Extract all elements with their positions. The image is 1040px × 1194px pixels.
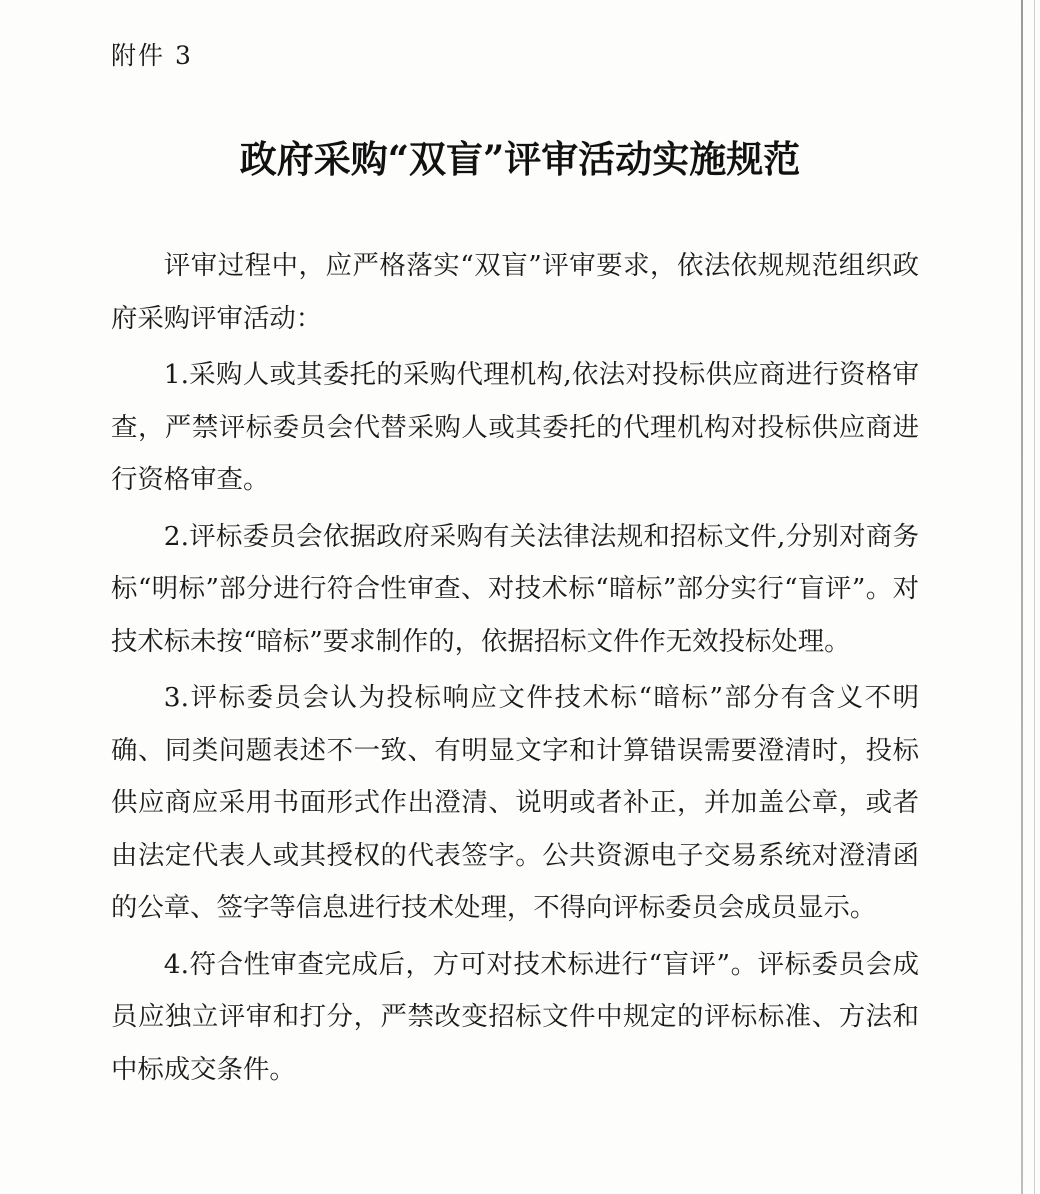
intro-paragraph: 评审过程中，应严格落实“双盲”评审要求，依法依规规范组织政府采购评审活动： [111, 250, 919, 334]
scan-edge-line [1021, 0, 1023, 1194]
document-title: 政府采购“双盲”评审活动实施规范 [239, 137, 801, 181]
scan-edge-line-outer [1034, 0, 1035, 1194]
document-body [111, 240, 919, 1096]
clause-4-paragraph: 4.符合性审查完成后，方可对技术标进行“盲评”。评标委员会成员应独立评审和打分，严禁改变招标文件中规定的评标标准、方法和中标成交条件。 [111, 948, 919, 1085]
clause-3-paragraph: 3.评标委员会认为投标响应文件技术标“暗标”部分有含义不明确、同类问题表述不一致、有明显文字和计算错误需要澄清时，投标供应商应采用书面形式作出澄清、说明或者补正，并加盖公章，或者由法定代表人或其授权的代表签字。公共资源电子交易系统对澄清函的公章、签字等信息进行技术处理，不得向评标委员会成员显示。 [111, 682, 919, 923]
attachment-label: 附件 3 [111, 41, 193, 70]
clause-1-paragraph: 1.采购人或其委托的采购代理机构,依法对投标供应商进行资格审查，严禁评标委员会代替采购人或其委托的代理机构对投标供应商进行资格审查。 [111, 359, 919, 495]
clause-2-paragraph: 2.评标委员会依据政府采购有关法律法规和招标文件,分别对商务标“明标”部分进行符合性审查、对技术标“暗标”部分实行“盲评”。对技术标未按“暗标”要求制作的，依据招标文件作无效投标处理。 [111, 520, 919, 657]
